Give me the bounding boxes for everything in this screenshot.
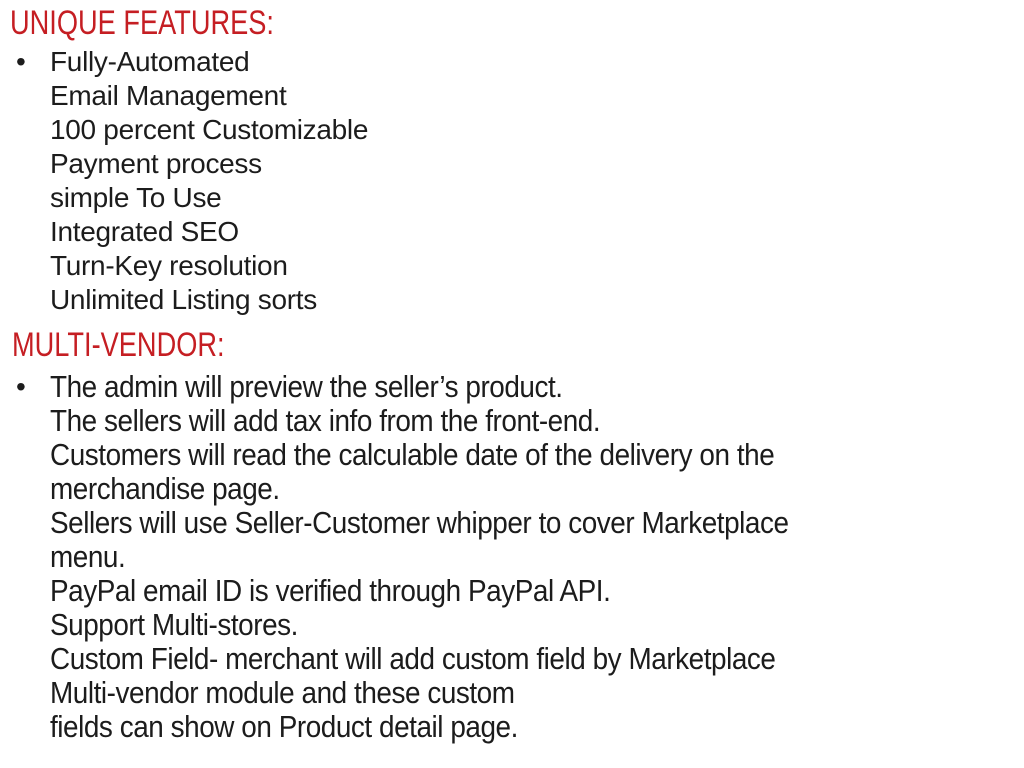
bullet-line: 100 percent Customizable [50,114,369,145]
bullet-line: fields can show on Product detail page. [50,709,518,744]
bullet-line: Email Management [50,80,287,111]
bullet-line: Multi-vendor module and these custom [50,675,515,710]
bullet-lines [50,45,368,317]
bullet-line: The admin will preview the seller’s product. [50,369,563,404]
bullet-line: Unlimited Listing sorts [50,284,317,315]
bullet-line: Sellers will use Seller-Customer whipper to cover Marketplace [50,505,789,540]
bullet-list-multi-vendor [0,370,871,744]
bullet-line: Customers will read the calculable date of the delivery on the [50,437,775,472]
bullet-icon: • [16,371,26,402]
bullet-line: Integrated SEO [50,216,239,247]
bullet-list-unique-features [0,45,368,317]
bullet-line: Support Multi-stores. [50,607,298,642]
bullet-line: Turn-Key resolution [50,250,288,281]
bullet-line: The sellers will add tax info from the front-end. [50,403,601,438]
bullet-line: Fully-Automated [50,46,250,77]
bullet-icon: • [16,46,26,77]
bullet-line: merchandise page. [50,471,280,506]
bullet-lines [50,370,871,744]
section-heading-multi-vendor: MULTI-VENDOR: [12,326,225,364]
bullet-line: PayPal email ID is verified through PayPal API. [50,573,611,608]
bullet-line: Custom Field- merchant will add custom field by Marketplace [50,641,776,676]
section-heading-unique-features: UNIQUE FEATURES: [10,4,274,42]
bullet-line: menu. [50,539,126,574]
bullet-line: simple To Use [50,182,222,213]
bullet-line: Payment process [50,148,262,179]
